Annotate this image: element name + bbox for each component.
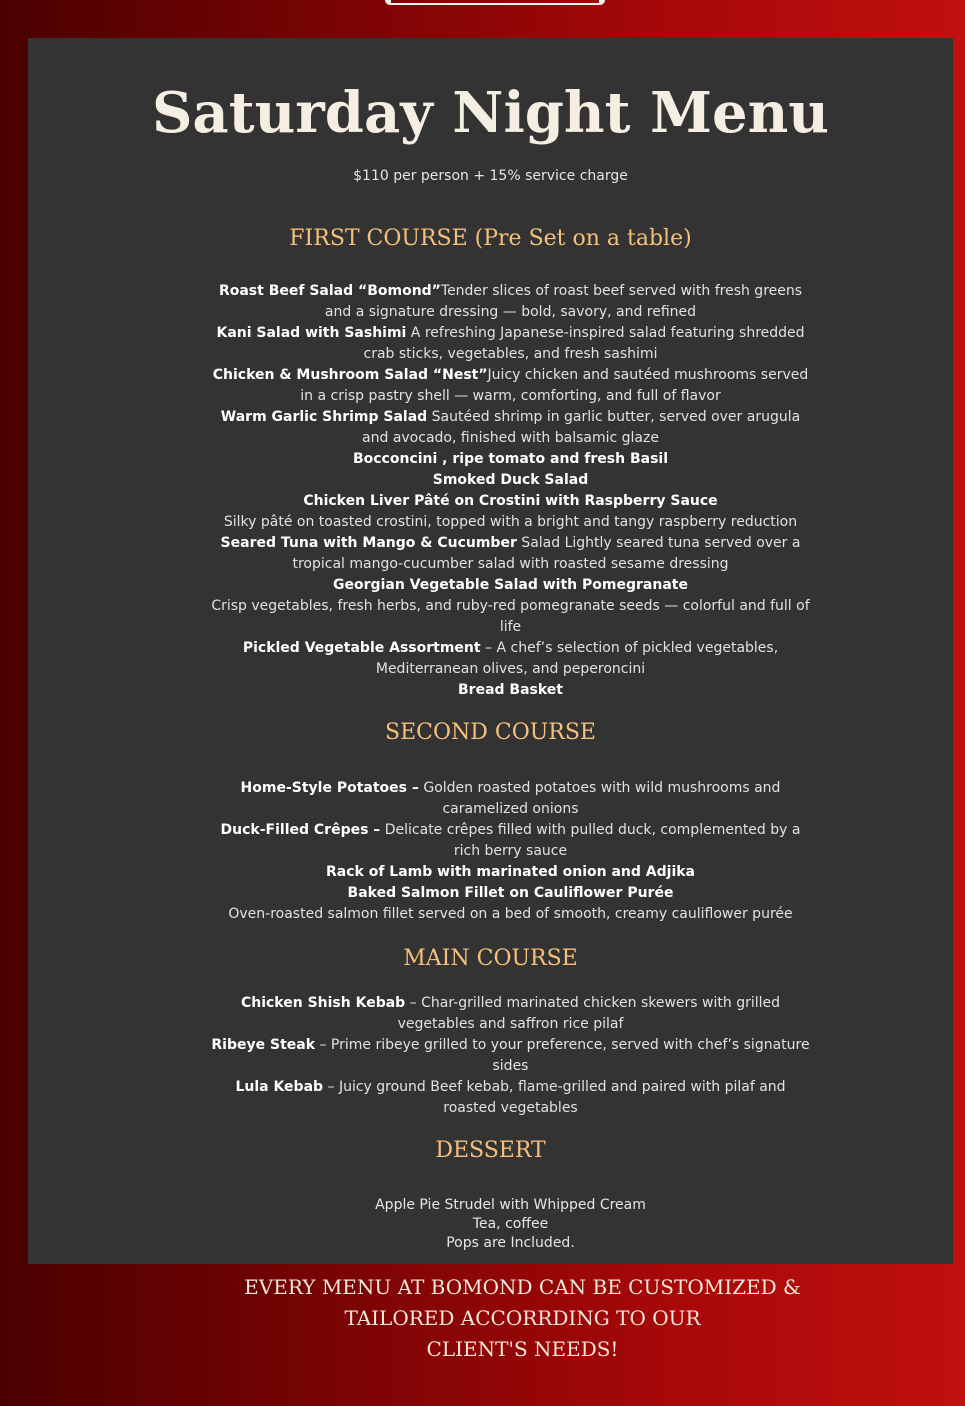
- list-item: [208, 323, 813, 365]
- dish-description: Tender slices of roast beef served with fresh greens and a signature dressing — bold, savory, and refined: [324, 283, 803, 320]
- list-item: Pops are Included.: [446, 1235, 575, 1251]
- dish-description: – A chef’s selection of pickled vegetables, Mediterranean olives, and peperoncini: [375, 640, 779, 677]
- list-item: [208, 407, 813, 449]
- dish-name: Seared Tuna with Mango & Cucumber: [220, 535, 517, 551]
- list-item: [208, 281, 813, 323]
- list-item: [208, 491, 813, 512]
- list-item: [208, 1077, 813, 1119]
- dish-name: Home-Style Potatoes –: [240, 780, 419, 796]
- dish-name: Ribeye Steak: [211, 1037, 316, 1053]
- dish-name: Roast Beef Salad “Bomond”: [218, 283, 441, 299]
- list-item: [208, 904, 813, 925]
- section-title-first-course: FIRST COURSE (Pre Set on a table): [289, 226, 692, 251]
- list-item: Apple Pie Strudel with Whipped Cream: [375, 1197, 646, 1213]
- dish-name: Chicken Shish Kebab: [240, 995, 406, 1011]
- list-item: [208, 778, 813, 820]
- dish-name: Bocconcini , ripe tomato and fresh Basil: [352, 451, 669, 467]
- dish-description: Oven-roasted salmon fillet served on a bed of smooth, creamy cauliflower purée: [228, 906, 793, 922]
- list-item: [208, 470, 813, 491]
- dish-name: Chicken Liver Pâté on Crostini with Raspberry Sauce: [303, 493, 718, 509]
- dish-description: – Prime ribeye grilled to your preference, served with chef’s signature sides: [315, 1037, 810, 1074]
- logo-fragment: [385, 0, 605, 5]
- list-item: [208, 575, 813, 596]
- list-item: [208, 449, 813, 470]
- dish-name: Rack of Lamb with marinated onion and Adjika: [325, 864, 695, 880]
- price-note: $110 per person + 15% service charge: [353, 168, 628, 184]
- first-course-list: [208, 281, 813, 701]
- customization-note: [200, 1272, 845, 1365]
- dish-description: Sautéed shrimp in garlic butter, served over arugula and avocado, finished with balsamic glaze: [362, 409, 801, 446]
- dish-name: Smoked Duck Salad: [432, 472, 589, 488]
- dish-description: Silky pâté on toasted crostini, topped with a bright and tangy raspberry reduction: [223, 514, 798, 530]
- list-item: [208, 862, 813, 883]
- dish-description: Crisp vegetables, fresh herbs, and ruby-red pomegranate seeds — colorful and full of life: [211, 598, 810, 635]
- dish-name: Baked Salmon Fillet on Cauliflower Purée: [347, 885, 674, 901]
- menu-card: [28, 38, 953, 1264]
- list-item: [208, 820, 813, 862]
- footer-line: TAILORED ACCORRDING TO OUR: [344, 1306, 701, 1330]
- list-item: [208, 638, 813, 680]
- dessert-list: [208, 1196, 813, 1253]
- second-course-list: [208, 778, 813, 925]
- dish-name: Chicken & Mushroom Salad “Nest”: [212, 367, 488, 383]
- dish-name: Bread Basket: [458, 682, 563, 698]
- dish-name: Pickled Vegetable Assortment: [242, 640, 481, 656]
- list-item: [208, 533, 813, 575]
- list-item: [208, 1035, 813, 1077]
- dish-name: Lula Kebab: [235, 1079, 324, 1095]
- section-title-main-course: MAIN COURSE: [403, 946, 578, 971]
- page-title: Saturday Night Menu: [151, 80, 830, 146]
- list-item: [208, 883, 813, 904]
- section-title-dessert: DESSERT: [435, 1138, 546, 1163]
- dish-description: Salad Lightly seared tuna served over a tropical mango-cucumber salad with roasted sesame dressing: [292, 535, 801, 572]
- dish-name: Duck-Filled Crêpes –: [220, 822, 381, 838]
- dish-name: Kani Salad with Sashimi: [216, 325, 407, 341]
- list-item: [208, 365, 813, 407]
- footer-line: CLIENT'S NEEDS!: [426, 1337, 619, 1361]
- dish-description: Golden roasted potatoes with wild mushrooms and caramelized onions: [418, 780, 781, 817]
- dish-name: Georgian Vegetable Salad with Pomegranate: [333, 577, 688, 593]
- list-item: Tea, coffee: [472, 1216, 549, 1232]
- dish-name: Warm Garlic Shrimp Salad: [220, 409, 428, 425]
- dish-description: – Char-grilled marinated chicken skewers with grilled vegetables and saffron rice pilaf: [397, 995, 781, 1032]
- dish-description: – Juicy ground Beef kebab, flame-grilled and paired with pilaf and roasted vegetables: [323, 1079, 786, 1116]
- dish-description: Juicy chicken and sautéed mushrooms served in a crisp pastry shell — warm, comforting, and full of flavor: [300, 367, 809, 404]
- dish-description: Delicate crêpes filled with pulled duck, complemented by a rich berry sauce: [380, 822, 801, 859]
- list-item: [208, 512, 813, 533]
- list-item: [208, 993, 813, 1035]
- list-item: [208, 596, 813, 638]
- main-course-list: [208, 993, 813, 1119]
- footer-line: EVERY MENU AT BOMOND CAN BE CUSTOMIZED &: [244, 1275, 801, 1299]
- section-title-second-course: SECOND COURSE: [385, 720, 596, 745]
- list-item: [208, 680, 813, 701]
- dish-description: A refreshing Japanese-inspired salad featuring shredded crab sticks, vegetables, and fresh sashimi: [363, 325, 805, 362]
